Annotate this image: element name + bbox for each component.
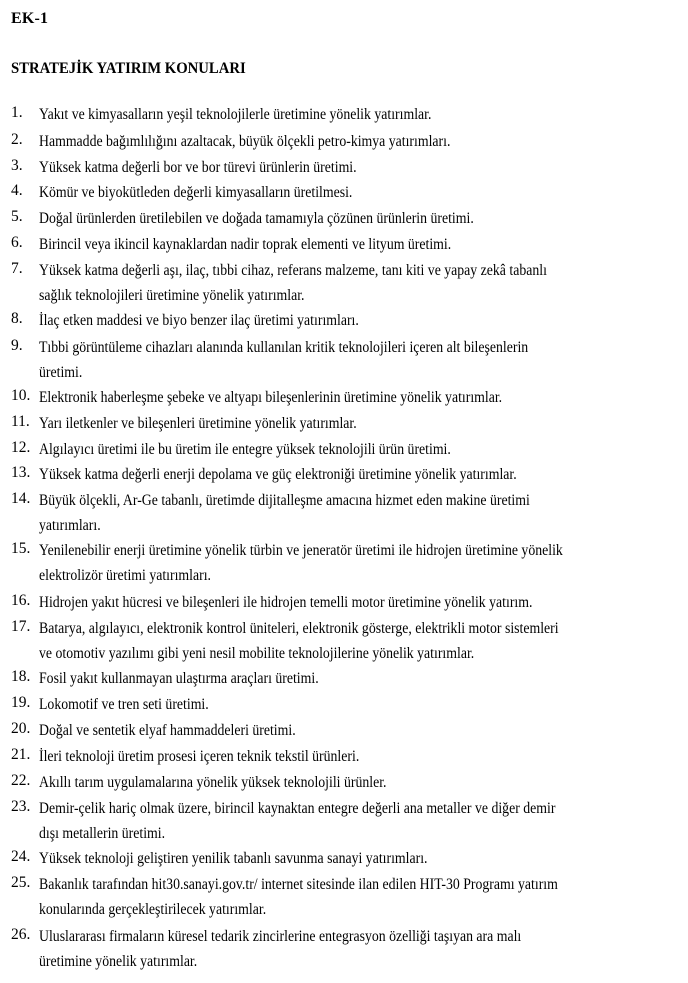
list-item-text — [39, 155, 662, 180]
list-item-text — [39, 796, 662, 846]
list-item-line: Hidrojen yakıt hücresi ve bileşenleri ile hidrojen temelli motor üretimine yönelik yatırım. — [39, 594, 533, 611]
list-item-line: Batarya, algılayıcı, elektronik kontrol üniteleri, elektronik gösterge, elektrikli motor sistemleri — [39, 620, 559, 637]
list-item-number: 12. — [11, 439, 31, 456]
list-item-line: konularında gerçekleştirilecek yatırımlar. — [39, 901, 267, 918]
list-item-line: Uluslararası firmaların küresel tedarik zincirlerine entegrasyon özelliği taşıyan ara malı — [39, 928, 522, 945]
list-item-number: 24. — [11, 848, 31, 865]
list-item-text — [39, 411, 662, 436]
list-item-text — [39, 692, 662, 717]
list-item-text — [39, 385, 662, 410]
list-item-text — [39, 308, 662, 333]
page-title: STRATEJİK YATIRIM KONULARI — [11, 60, 246, 77]
list-item-number: 21. — [11, 746, 31, 763]
list-item-text — [39, 538, 662, 588]
list-item-number: 9. — [11, 337, 23, 354]
list-item-line: İleri teknoloji üretim prosesi içeren teknik tekstil ürünleri. — [39, 748, 360, 765]
list-item-line: Demir-çelik hariç olmak üzere, birincil kaynaktan entegre değerli ana metaller ve diğer demir — [39, 800, 556, 817]
list-item-text — [39, 462, 662, 487]
list-item-text — [39, 102, 662, 127]
list-item-line: Yüksek katma değerli enerji depolama ve güç elektroniği üretimine yönelik yatırımlar. — [39, 466, 517, 483]
list-item-line: Fosil yakıt kullanmayan ulaştırma araçları üretimi. — [39, 670, 319, 687]
list-item-line: üretimine yönelik yatırımlar. — [39, 953, 198, 970]
list-item-number: 13. — [11, 464, 31, 481]
list-item-line: Birincil veya ikincil kaynaklardan nadir toprak elementi ve lityum üretimi. — [39, 236, 452, 253]
list-item-number: 19. — [11, 694, 31, 711]
list-item-text — [39, 488, 662, 538]
list-item-text — [39, 744, 662, 769]
list-item-number: 25. — [11, 874, 31, 891]
list-item-text — [39, 232, 662, 257]
list-item-line: Yüksek katma değerli aşı, ilaç, tıbbi cihaz, referans malzeme, tanı kiti ve yapay zekâ tabanlı — [39, 262, 547, 279]
list-item-line: Kömür ve biyokütleden değerli kimyasalların üretilmesi. — [39, 184, 353, 201]
list-item-line: Yüksek katma değerli bor ve bor türevi ürünlerin üretimi. — [39, 159, 357, 176]
list-item-line: yatırımları. — [39, 517, 101, 534]
list-item-line: Elektronik haberleşme şebeke ve altyapı bileşenlerinin üretimine yönelik yatırımlar. — [39, 389, 503, 406]
list-item-number: 3. — [11, 157, 23, 174]
list-item-number: 6. — [11, 234, 23, 251]
list-item-text — [39, 437, 662, 462]
list-item-number: 8. — [11, 310, 23, 327]
list-item-line: Doğal ve sentetik elyaf hammaddeleri üretimi. — [39, 722, 296, 739]
list-item-text — [39, 718, 662, 743]
annex-label: EK-1 — [11, 10, 49, 27]
list-item-text — [39, 590, 662, 615]
list-item-text — [39, 180, 662, 205]
list-item-number: 18. — [11, 668, 31, 685]
list-item-number: 20. — [11, 720, 31, 737]
list-item-text — [39, 335, 662, 385]
list-item-line: İlaç etken maddesi ve biyo benzer ilaç üretimi yatırımları. — [39, 312, 359, 329]
list-item-number: 22. — [11, 772, 31, 789]
list-item-number: 15. — [11, 540, 31, 557]
list-item-text — [39, 872, 662, 922]
list-item-line: Tıbbi görüntüleme cihazları alanında kullanılan kritik teknolojileri içeren alt bileşenlerin — [39, 339, 529, 356]
list-item-number: 23. — [11, 798, 31, 815]
list-item-line: Lokomotif ve tren seti üretimi. — [39, 696, 209, 713]
list-item-text — [39, 666, 662, 691]
list-item-line: Büyük ölçekli, Ar-Ge tabanlı, üretimde dijitalleşme amacına hizmet eden makine üretimi — [39, 492, 530, 509]
list-item-number: 16. — [11, 592, 31, 609]
list-item-text — [39, 770, 662, 795]
list-item-line: Doğal ürünlerden üretilebilen ve doğada tamamıyla çözünen ürünlerin üretimi. — [39, 210, 474, 227]
list-item-text — [39, 616, 662, 666]
list-item-number: 14. — [11, 490, 31, 507]
list-item-text — [39, 258, 662, 308]
list-item-number: 10. — [11, 387, 31, 404]
list-item-number: 26. — [11, 926, 31, 943]
list-item-text — [39, 129, 662, 154]
list-item-line: Yenilenebilir enerji üretimine yönelik türbin ve jeneratör üretimi ile hidrojen üretimine yönelik — [39, 542, 563, 559]
list-item-line: Yüksek teknoloji geliştiren yenilik tabanlı savunma sanayi yatırımları. — [39, 850, 428, 867]
list-item-number: 5. — [11, 208, 23, 225]
list-item-text — [39, 924, 662, 974]
list-item-number: 1. — [11, 104, 23, 121]
list-item-line: sağlık teknolojileri üretimine yönelik yatırımlar. — [39, 287, 305, 304]
list-item-line: elektrolizör üretimi yatırımları. — [39, 567, 212, 584]
list-item-number: 17. — [11, 618, 31, 635]
list-item-line: Hammadde bağımlılığını azaltacak, büyük ölçekli petro-kimya yatırımları. — [39, 133, 451, 150]
list-item-text — [39, 846, 662, 871]
list-item-line: Algılayıcı üretimi ile bu üretim ile entegre yüksek teknolojili ürün üretimi. — [39, 441, 451, 458]
list-item-number: 7. — [11, 260, 23, 277]
list-item-number: 4. — [11, 182, 23, 199]
list-item-line: Yakıt ve kimyasalların yeşil teknolojilerle üretimine yönelik yatırımlar. — [39, 106, 432, 123]
list-item-line: ve otomotiv yazılımı gibi yeni nesil mobilite teknolojilerine yönelik yatırımlar. — [39, 645, 475, 662]
list-item-line: dışı metallerin üretimi. — [39, 825, 166, 842]
list-item-line: üretimi. — [39, 364, 83, 381]
list-item-line: Akıllı tarım uygulamalarına yönelik yüksek teknolojili ürünler. — [39, 774, 387, 791]
list-item-line: Yarı iletkenler ve bileşenleri üretimine yönelik yatırımlar. — [39, 415, 357, 432]
list-item-line: Bakanlık tarafından hit30.sanayi.gov.tr/ internet sitesinde ilan edilen HIT-30 Programı yatırım — [39, 876, 558, 893]
list-item-text — [39, 206, 662, 231]
list-item-number: 2. — [11, 131, 23, 148]
list-item-number: 11. — [11, 413, 30, 430]
